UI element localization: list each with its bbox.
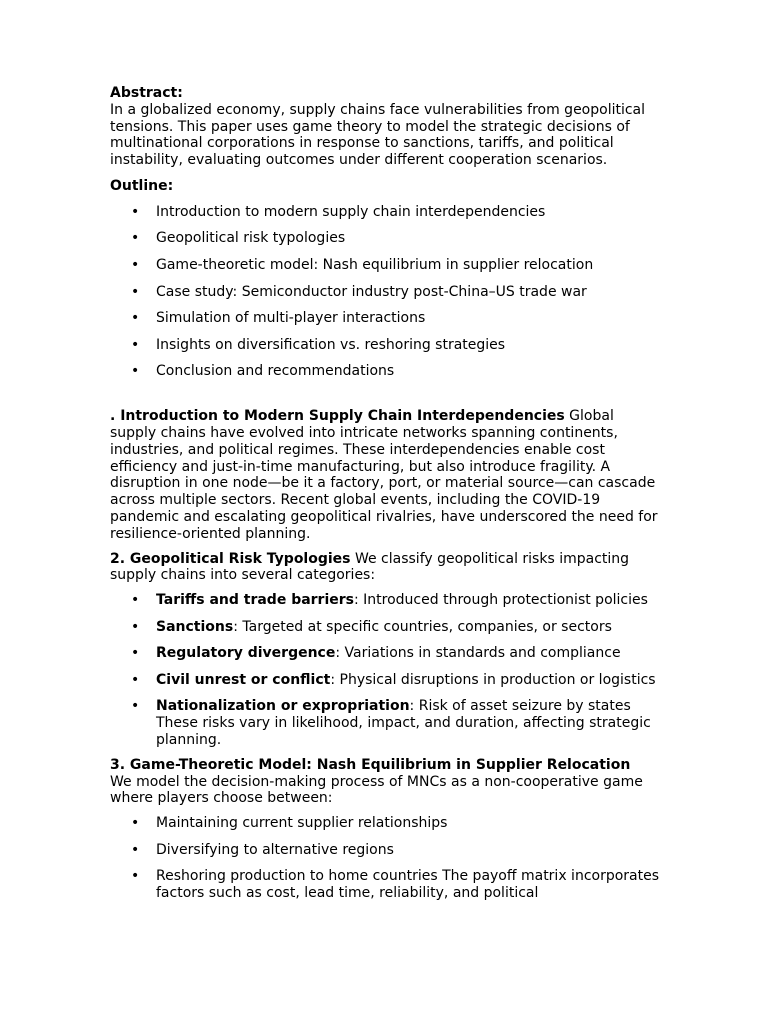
outline-list (110, 204, 660, 380)
list-item: • Introduction to modern supply chain interdependencies (131, 203, 546, 220)
outline-heading: Outline: (110, 177, 174, 194)
list-item: • Diversifying to alternative regions (131, 841, 394, 858)
bullet-icon: • (131, 310, 140, 327)
bullet-icon: • (131, 336, 140, 353)
abstract-text: In a globalized economy, supply chains face vulnerabilities from geopolitical tensions. This paper uses game theory to model the strategic decisions of multinational corporations in response to sanctions, tariffs, and political instability, evaluating outcomes under different cooperation scenarios. (110, 101, 646, 169)
document-page (110, 85, 660, 910)
list-item: • Reshoring production to home countries The payoff matrix incorporates factors such as cost, lead time, reliability, and political (131, 868, 660, 902)
bullet-icon: • (131, 841, 140, 858)
section-text: We model the decision-making process of MNCs as a non-cooperative game where players choose between: (110, 773, 643, 807)
list-item: • Civil unrest or conflict: Physical disruptions in production or logistics (131, 671, 656, 688)
list-item: • Insights on diversification vs. reshoring strategies (131, 336, 506, 353)
bullet-icon: • (131, 203, 140, 220)
section-risk-typologies (110, 551, 660, 585)
risk-list (110, 592, 660, 749)
list-item: • Geopolitical risk typologies (131, 230, 346, 247)
bullet-icon: • (131, 671, 140, 688)
list-item: • Conclusion and recommendations (131, 363, 395, 380)
section-introduction (110, 408, 660, 542)
section-heading: 2. Geopolitical Risk Typologies (110, 550, 351, 567)
bullet-icon: • (131, 283, 140, 300)
list-item: • Case study: Semiconductor industry post-China–US trade war (131, 283, 587, 300)
bullet-icon: • (131, 592, 140, 609)
bullet-icon: • (131, 363, 140, 380)
section-text: We classify geopolitical risks impacting supply chains into several categories: (110, 550, 630, 584)
section-game-theoretic-model (110, 757, 660, 774)
list-item: • Tariffs and trade barriers: Introduced through protectionist policies (131, 592, 648, 609)
strategy-list (110, 815, 660, 902)
section-heading: 3. Game-Theoretic Model: Nash Equilibrium in Supplier Relocation (110, 756, 631, 773)
bullet-icon: • (131, 698, 140, 715)
bullet-icon: • (131, 868, 140, 885)
list-item: • Regulatory divergence: Variations in standards and compliance (131, 645, 621, 662)
bullet-icon: • (131, 618, 140, 635)
abstract-heading: Abstract: (110, 85, 183, 101)
section-text: Global supply chains have evolved into intricate networks spanning continents, industries, and political regimes. These interdependencies enable cost efficiency and just-in-time manufacturing, but also introduce fragility. A disruption in one node—be it a factory, port, or material source—can cascade across multiple sectors. Recent global events, including the COVID-19 pandemic and escalating geopolitical rivalries, have underscored the need for resilience-oriented planning. (110, 408, 658, 542)
bullet-icon: • (131, 645, 140, 662)
bullet-icon: • (131, 256, 140, 273)
list-item: • Maintaining current supplier relationships (131, 815, 448, 832)
list-item: • Sanctions: Targeted at specific countries, companies, or sectors (131, 618, 612, 635)
bullet-icon: • (131, 230, 140, 247)
list-item: • Nationalization or expropriation: Risk of asset seizure by states These risks vary in likelihood, impact, and duration, affecting strategic planning. (131, 698, 651, 749)
bullet-icon: • (131, 815, 140, 832)
list-item: • Game-theoretic model: Nash equilibrium in supplier relocation (131, 256, 594, 273)
section-heading: . Introduction to Modern Supply Chain Interdependencies (110, 408, 565, 425)
list-item: • Simulation of multi-player interactions (131, 310, 426, 327)
